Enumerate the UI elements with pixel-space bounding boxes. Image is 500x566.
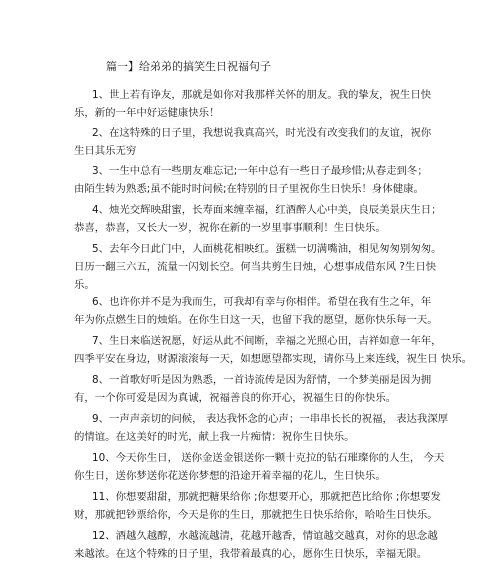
paragraph-line: 的情谊。在这美好的时光，献上我一片痴情：祝你生日快乐。 — [74, 431, 355, 443]
paragraph-line: 乐。 — [74, 279, 95, 291]
paragraph-line: 由陌生转为熟悉;虽不能时时问候;在特别的日子里祝你生日快乐！身体健康。 — [74, 183, 424, 195]
paragraph-10 — [74, 449, 445, 485]
paragraph-line: 财，那就把钞票给你，今天是你的生日，那就把生日快乐给你，哈哈生日快乐。 — [74, 509, 438, 521]
paragraph-4 — [74, 201, 442, 237]
paragraph-line: 日历一翻三六五，流量一闪划长空。何当共剪生日烛，心想事成借东风 ?生日快 — [74, 261, 437, 273]
paragraph-8 — [74, 371, 434, 407]
paragraph-line: 5、去年今日此门中，人面桃花相映红。蛋糕一切满嘴油，相见匆匆别匆匆。 — [92, 243, 442, 255]
paragraph-line: 3、一生中总有一些朋友难忘记;一年中总有一些日子最珍惜;从春走到冬； — [92, 165, 428, 177]
paragraph-2 — [74, 124, 434, 160]
paragraph-line: 1、世上若有诤友，那就是如你对我那样关怀的朋友。我的挚友，祝生日快 — [92, 89, 432, 101]
paragraph-line: 2、在这特殊的日子里，我想说我真高兴，时光没有改变我们的友谊，祝你 — [92, 127, 432, 139]
paragraph-line: 年为你点燃生日的烛焰。在你生日这一天，也留下我的愿望，愿你快乐每一天。 — [74, 314, 438, 326]
paragraph-line: 9、一声声亲切的问候， 表达我怀念的心声；一串串长长的祝福， 表达我深厚 — [92, 413, 449, 425]
paragraph-line: 8、一首歌好听是因为熟悉，一首诗流传是因为舒情，一个梦美丽是因为拥 — [92, 374, 432, 386]
document-heading: 篇一】给弟弟的搞笑生日祝福句子 — [106, 60, 271, 73]
paragraph-line: 来越浓。在这个特殊的日子里，我带着最真的心，愿你生日快乐，幸福无限。 — [74, 548, 428, 560]
paragraph-line: 生日其乐无穷 — [74, 145, 137, 157]
paragraph-1 — [74, 86, 434, 122]
paragraph-line: 10、今天你生日， 送你金送金银送你一颗十克拉的钻石璀璨你的人生， 今天 — [92, 452, 445, 464]
paragraph-11 — [74, 488, 441, 524]
paragraph-5 — [74, 240, 442, 294]
paragraph-line: 四季平安在身边，财源滚滚每一天，如想愿望都实现，请你马上来连线，祝生日 快乐。 — [74, 353, 473, 365]
paragraph-line: 11、你想要甜甜，那就把糖果给你 ;你想要开心，那就把芭比给你 ;你想要发 — [92, 491, 441, 503]
paragraph-line: 7、生日来临送祝愿，好运从此不间断，幸福之光照心田，吉祥如意一年年， — [92, 335, 442, 347]
paragraph-12 — [74, 527, 438, 563]
paragraph-3 — [74, 162, 434, 198]
paragraph-9 — [74, 410, 449, 446]
paragraph-line: 恭喜，恭喜，又长大一岁，祝你在新的一岁里事事顺利！生日快乐。 — [74, 222, 386, 234]
paragraph-line: 6、也许你并不是为我而生，可我却有幸与你相伴。希望在我有生之年，年 — [92, 296, 432, 308]
paragraph-line: 你生日，送你梦送你花送你梦想的沿途开着幸福的花儿，生日快乐。 — [74, 470, 386, 482]
paragraph-line: 有，一个你可爱是因为真诚，祝福善良的你开心，祝福生日的你快乐。 — [74, 392, 397, 404]
paragraph-line: 12、酒越久越醇，水越流越清，花越开越香，情谊越交越真，对你的思念越 — [92, 530, 438, 542]
paragraph-7 — [74, 332, 473, 368]
paragraph-line: 乐，新的一年中好运健康快乐！ — [74, 107, 220, 119]
paragraph-line: 4、烛光交辉映甜蜜，长寿面来缠幸福，红酒醉人心中美，良辰美景庆生日； — [92, 204, 442, 216]
paragraph-6 — [74, 293, 438, 329]
